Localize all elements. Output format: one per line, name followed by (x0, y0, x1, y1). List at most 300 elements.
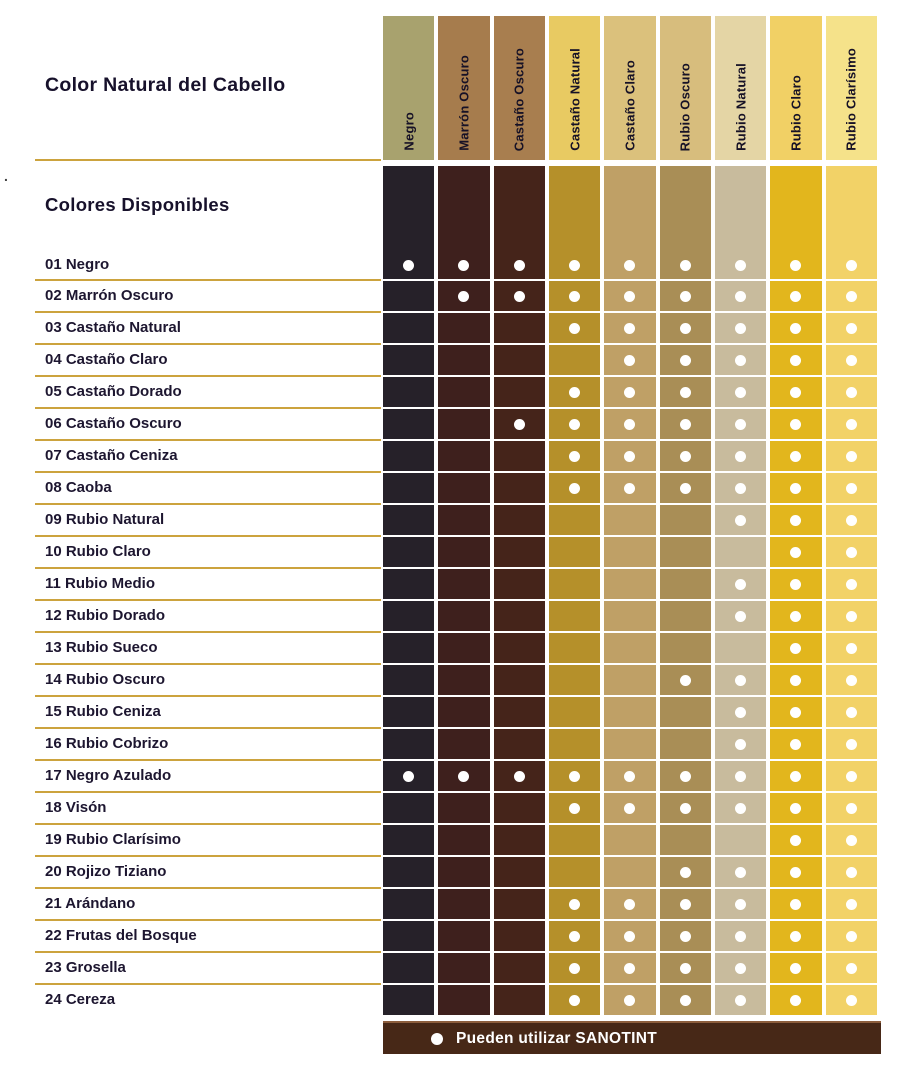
row-label: 08 Caoba (45, 479, 112, 496)
compatibility-dot-icon (790, 675, 801, 686)
compatibility-dot-icon (680, 963, 691, 974)
grid-cell (826, 857, 877, 887)
compatibility-dot-icon (569, 995, 580, 1006)
compatibility-dot-icon (680, 323, 691, 334)
compatibility-dot-icon (403, 771, 414, 782)
grid-cell (715, 953, 766, 983)
compatibility-dot-icon (624, 355, 635, 366)
compatibility-dot-icon (569, 260, 580, 271)
grid-cell (660, 409, 711, 439)
grid-cell (604, 601, 655, 631)
grid-cell (660, 729, 711, 759)
column-header-label: Negro (401, 112, 417, 151)
grid-cell (494, 889, 545, 919)
grid-cell (383, 345, 434, 375)
grid-cell (383, 697, 434, 727)
grid-cell (438, 633, 489, 663)
grid-cell (494, 985, 545, 1015)
row-label: 14 Rubio Oscuro (45, 671, 166, 688)
grid-cell (438, 166, 489, 279)
grid-cell (826, 313, 877, 343)
row-divider-line (35, 951, 381, 953)
grid-cell (715, 633, 766, 663)
compatibility-dot-icon (790, 387, 801, 398)
row-label: 09 Rubio Natural (45, 511, 165, 528)
compatibility-dot-icon (569, 323, 580, 334)
grid-cell (770, 569, 821, 599)
grid-cell (715, 825, 766, 855)
grid-cell (494, 825, 545, 855)
grid-cell (604, 857, 655, 887)
row-label: 20 Rojizo Tiziano (45, 863, 167, 880)
grid-cell (660, 857, 711, 887)
compatibility-dot-icon (514, 260, 525, 271)
grid-cell (660, 441, 711, 471)
compatibility-dot-icon (790, 611, 801, 622)
compatibility-dot-icon (458, 771, 469, 782)
grid-cell (494, 313, 545, 343)
compatibility-dot-icon (680, 451, 691, 462)
row-divider-line (35, 567, 381, 569)
row-label: 02 Marrón Oscuro (45, 287, 174, 304)
row-divider-line (35, 407, 381, 409)
grid-cell (549, 825, 600, 855)
grid-cell (604, 633, 655, 663)
row-divider-line (35, 983, 381, 985)
row-label: 24 Cereza (45, 991, 116, 1008)
grid-cell (383, 825, 434, 855)
grid-cell (438, 345, 489, 375)
grid-cell (438, 601, 489, 631)
grid-cell (660, 166, 711, 279)
grid-cell (383, 441, 434, 471)
grid-cell (715, 697, 766, 727)
grid-cell (660, 537, 711, 567)
compatibility-dot-icon (514, 771, 525, 782)
grid-cell (660, 985, 711, 1015)
compatibility-dot-icon (735, 707, 746, 718)
row-divider-line (35, 631, 381, 633)
grid-cell (826, 633, 877, 663)
legend-bar (383, 1021, 881, 1054)
compatibility-dot-icon (790, 579, 801, 590)
column-header-label: Rubio Natural (733, 63, 749, 151)
compatibility-dot-icon (735, 611, 746, 622)
grid-cell (383, 601, 434, 631)
compatibility-dot-icon (790, 867, 801, 878)
grid-cell (770, 825, 821, 855)
compatibility-dot-icon (790, 291, 801, 302)
row-label: 17 Negro Azulado (45, 767, 172, 784)
grid-cell (383, 409, 434, 439)
compatibility-dot-icon (735, 483, 746, 494)
grid-cell (770, 633, 821, 663)
grid-cell (770, 793, 821, 823)
grid-cell (826, 569, 877, 599)
compatibility-dot-icon (624, 260, 635, 271)
compatibility-dot-icon (624, 291, 635, 302)
legend-dot-icon (431, 1033, 443, 1045)
grid-cell (383, 729, 434, 759)
compatibility-dot-icon (624, 419, 635, 430)
compatibility-dot-icon (790, 963, 801, 974)
grid-cell (715, 281, 766, 311)
compatibility-dot-icon (735, 771, 746, 782)
compatibility-dot-icon (624, 803, 635, 814)
grid-cell (715, 761, 766, 791)
compatibility-dot-icon (735, 355, 746, 366)
row-label: 21 Arándano (45, 895, 136, 912)
compatibility-dot-icon (569, 387, 580, 398)
page-title: Color Natural del Cabello (45, 74, 286, 96)
compatibility-dot-icon (790, 260, 801, 271)
row-label: 01 Negro (45, 256, 110, 273)
compatibility-dot-icon (735, 451, 746, 462)
compatibility-dot-icon (624, 963, 635, 974)
row-label: 10 Rubio Claro (45, 543, 151, 560)
grid-cell (826, 441, 877, 471)
grid-cell (826, 793, 877, 823)
compatibility-dot-icon (624, 323, 635, 334)
compatibility-dot-icon (680, 803, 691, 814)
grid-cell (549, 729, 600, 759)
grid-cell (604, 985, 655, 1015)
grid-cell (438, 537, 489, 567)
grid-cell (494, 409, 545, 439)
grid-cell (660, 345, 711, 375)
compatibility-dot-icon (680, 387, 691, 398)
column-header-6 (660, 16, 711, 160)
compatibility-dot-icon (790, 707, 801, 718)
grid-cell (438, 409, 489, 439)
grid-cell (715, 793, 766, 823)
grid-cell (826, 505, 877, 535)
compatibility-dot-icon (735, 387, 746, 398)
compatibility-dot-icon (680, 899, 691, 910)
grid-cell (494, 729, 545, 759)
compatibility-dot-icon (514, 419, 525, 430)
compatibility-dot-icon (569, 771, 580, 782)
grid-cell (660, 313, 711, 343)
row-label: 12 Rubio Dorado (45, 607, 166, 624)
compatibility-dot-icon (569, 803, 580, 814)
column-header-label: Rubio Oscuro (677, 62, 693, 151)
row-divider-line (35, 471, 381, 473)
compatibility-dot-icon (846, 899, 857, 910)
grid-cell (604, 313, 655, 343)
compatibility-dot-icon (735, 291, 746, 302)
grid-cell (660, 761, 711, 791)
compatibility-dot-icon (458, 291, 469, 302)
grid-cell (549, 601, 600, 631)
compatibility-dot-icon (680, 355, 691, 366)
row-divider-line (35, 599, 381, 601)
compatibility-dot-icon (735, 419, 746, 430)
grid-cell (438, 441, 489, 471)
grid-cell (438, 889, 489, 919)
compatibility-dot-icon (735, 931, 746, 942)
compatibility-dot-icon (790, 931, 801, 942)
grid-cell (715, 441, 766, 471)
grid-cell (494, 633, 545, 663)
grid-cell (383, 166, 434, 279)
grid-cell (604, 665, 655, 695)
compatibility-dot-icon (680, 483, 691, 494)
compatibility-dot-icon (624, 387, 635, 398)
grid-cell (826, 889, 877, 919)
grid-cell (438, 985, 489, 1015)
grid-cell (383, 281, 434, 311)
grid-cell (826, 409, 877, 439)
compatibility-dot-icon (790, 771, 801, 782)
grid-cell (715, 569, 766, 599)
row-divider-line (35, 887, 381, 889)
grid-cell (826, 761, 877, 791)
grid-cell (604, 409, 655, 439)
compatibility-dot-icon (846, 579, 857, 590)
compatibility-dot-icon (790, 355, 801, 366)
row-label: 15 Rubio Ceniza (45, 703, 161, 720)
grid-cell (660, 921, 711, 951)
grid-cell (770, 345, 821, 375)
grid-cell (438, 825, 489, 855)
column-header-5 (604, 16, 655, 160)
grid-cell (383, 473, 434, 503)
grid-cell (660, 569, 711, 599)
compatibility-dot-icon (846, 260, 857, 271)
compatibility-dot-icon (790, 451, 801, 462)
compatibility-dot-icon (790, 739, 801, 750)
row-divider-line (35, 759, 381, 761)
section-heading: Colores Disponibles (45, 194, 230, 215)
grid-cell (604, 729, 655, 759)
grid-cell (494, 857, 545, 887)
compatibility-dot-icon (569, 931, 580, 942)
grid-cell (770, 665, 821, 695)
column-header-2 (438, 16, 489, 160)
compatibility-dot-icon (624, 995, 635, 1006)
grid-cell (494, 665, 545, 695)
grid-cell (715, 921, 766, 951)
grid-cell (383, 505, 434, 535)
compatibility-dot-icon (790, 419, 801, 430)
grid-cell (604, 345, 655, 375)
compatibility-dot-icon (514, 291, 525, 302)
row-label: 23 Grosella (45, 959, 126, 976)
grid-cell (438, 697, 489, 727)
row-label: 04 Castaño Claro (45, 351, 168, 368)
row-divider-line (35, 727, 381, 729)
grid-cell (604, 569, 655, 599)
grid-cell (549, 761, 600, 791)
compatibility-dot-icon (569, 291, 580, 302)
grid-cell (660, 281, 711, 311)
grid-cell (770, 313, 821, 343)
grid-cell (438, 953, 489, 983)
compatibility-dot-icon (790, 515, 801, 526)
grid-cell (604, 825, 655, 855)
compatibility-dot-icon (790, 323, 801, 334)
grid-cell (438, 313, 489, 343)
compatibility-dot-icon (790, 643, 801, 654)
column-header-label: Marrón Oscuro (456, 55, 472, 151)
grid-cell (549, 345, 600, 375)
grid-cell (604, 793, 655, 823)
grid-cell (549, 793, 600, 823)
compatibility-dot-icon (735, 899, 746, 910)
grid-cell (604, 697, 655, 727)
compatibility-dot-icon (735, 260, 746, 271)
grid-cell (826, 985, 877, 1015)
row-divider-line (35, 823, 381, 825)
header-divider-line (35, 159, 381, 161)
compatibility-dot-icon (624, 451, 635, 462)
grid-cell (604, 505, 655, 535)
compatibility-dot-icon (403, 260, 414, 271)
compatibility-dot-icon (735, 323, 746, 334)
grid-cell (660, 601, 711, 631)
grid-cell (770, 889, 821, 919)
grid-cell (660, 633, 711, 663)
grid-cell (604, 921, 655, 951)
grid-cell (549, 665, 600, 695)
compatibility-dot-icon (846, 515, 857, 526)
grid-cell (770, 921, 821, 951)
compatibility-dot-icon (846, 547, 857, 558)
column-header-8 (770, 16, 821, 160)
grid-cell (604, 473, 655, 503)
grid-cell (549, 505, 600, 535)
row-label: 11 Rubio Medio (45, 575, 156, 592)
grid-cell (770, 281, 821, 311)
grid-cell (438, 793, 489, 823)
grid-cell (549, 633, 600, 663)
grid-cell (549, 441, 600, 471)
grid-cell (826, 665, 877, 695)
grid-cell (715, 377, 766, 407)
compatibility-dot-icon (846, 611, 857, 622)
grid-cell (826, 377, 877, 407)
row-divider-line (35, 535, 381, 537)
grid-cell (438, 729, 489, 759)
grid-cell (604, 537, 655, 567)
compatibility-dot-icon (624, 899, 635, 910)
grid-cell (383, 569, 434, 599)
grid-cell (715, 313, 766, 343)
compatibility-dot-icon (790, 803, 801, 814)
grid-cell (494, 953, 545, 983)
grid-cell (660, 953, 711, 983)
grid-cell (770, 953, 821, 983)
grid-cell (604, 953, 655, 983)
grid-cell (383, 921, 434, 951)
compatibility-dot-icon (735, 515, 746, 526)
grid-cell (826, 921, 877, 951)
compatibility-dot-icon (846, 387, 857, 398)
grid-cell (715, 537, 766, 567)
grid-cell (494, 537, 545, 567)
row-label: 19 Rubio Clarísimo (45, 831, 181, 848)
grid-cell (494, 761, 545, 791)
row-divider-line (35, 695, 381, 697)
row-label: 18 Visón (45, 799, 107, 816)
row-divider-line (35, 375, 381, 377)
compatibility-dot-icon (846, 291, 857, 302)
compatibility-dot-icon (846, 835, 857, 846)
grid-cell (770, 409, 821, 439)
grid-cell (383, 761, 434, 791)
grid-cell (715, 166, 766, 279)
grid-cell (383, 313, 434, 343)
grid-cell (826, 473, 877, 503)
compatibility-dot-icon (624, 931, 635, 942)
compatibility-dot-icon (846, 963, 857, 974)
compatibility-dot-icon (790, 835, 801, 846)
compatibility-dot-icon (735, 739, 746, 750)
compatibility-dot-icon (790, 547, 801, 558)
grid-cell (826, 601, 877, 631)
compatibility-dot-icon (680, 771, 691, 782)
grid-cell (770, 505, 821, 535)
compatibility-dot-icon (846, 643, 857, 654)
grid-cell (660, 697, 711, 727)
grid-cell (494, 569, 545, 599)
grid-cell (549, 377, 600, 407)
grid-cell (549, 313, 600, 343)
column-header-7 (715, 16, 766, 160)
grid-cell (549, 921, 600, 951)
stray-mark: . (4, 168, 8, 184)
compatibility-dot-icon (680, 867, 691, 878)
grid-cell (383, 857, 434, 887)
grid-cell (826, 537, 877, 567)
grid-cell (770, 729, 821, 759)
grid-cell (383, 665, 434, 695)
grid-cell (770, 537, 821, 567)
grid-cell (383, 985, 434, 1015)
grid-cell (826, 281, 877, 311)
grid-cell (549, 985, 600, 1015)
grid-cell (494, 441, 545, 471)
row-label: 22 Frutas del Bosque (45, 927, 197, 944)
grid-cell (826, 345, 877, 375)
grid-cell (383, 537, 434, 567)
grid-cell (438, 377, 489, 407)
grid-cell (715, 409, 766, 439)
grid-cell (770, 441, 821, 471)
grid-cell (383, 793, 434, 823)
row-divider-line (35, 855, 381, 857)
row-divider-line (35, 439, 381, 441)
compatibility-dot-icon (680, 260, 691, 271)
grid-cell (660, 889, 711, 919)
grid-cell (494, 697, 545, 727)
grid-cell (604, 281, 655, 311)
row-divider-line (35, 663, 381, 665)
grid-cell (715, 729, 766, 759)
grid-cell (383, 377, 434, 407)
grid-cell (715, 665, 766, 695)
grid-cell (549, 473, 600, 503)
grid-cell (770, 377, 821, 407)
compatibility-dot-icon (846, 995, 857, 1006)
compatibility-dot-icon (458, 260, 469, 271)
grid-cell (715, 505, 766, 535)
grid-cell (770, 166, 821, 279)
row-divider-line (35, 343, 381, 345)
row-label: 06 Castaño Oscuro (45, 415, 182, 432)
grid-cell (494, 601, 545, 631)
